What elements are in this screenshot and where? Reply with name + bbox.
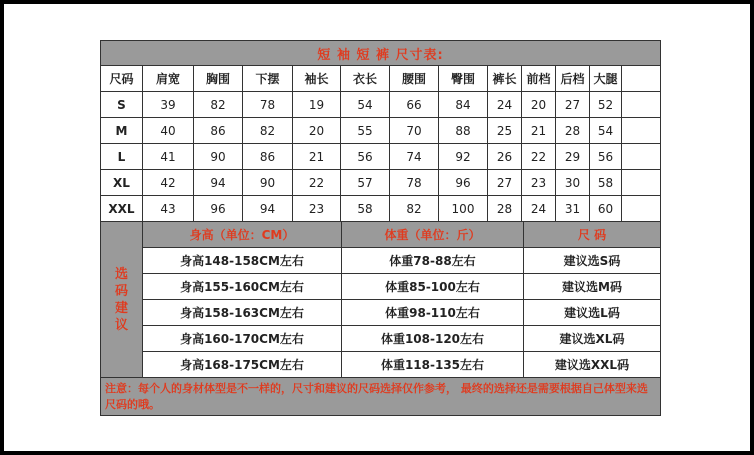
measure-cell: 54 <box>590 118 622 144</box>
measure-cell: 20 <box>522 92 556 118</box>
header-cell: 肩宽 <box>143 66 194 92</box>
measure-cell: 82 <box>390 196 439 222</box>
measure-cell: 26 <box>488 144 522 170</box>
measure-cell: 23 <box>293 196 341 222</box>
measure-cell: 84 <box>439 92 488 118</box>
rec-size: 建议选S码 <box>524 248 661 274</box>
rec-size: 建议选XL码 <box>524 326 661 352</box>
measure-cell <box>622 144 661 170</box>
measure-cell: 52 <box>590 92 622 118</box>
table-row <box>101 196 661 222</box>
measure-cell: 30 <box>556 170 590 196</box>
measure-cell: 25 <box>488 118 522 144</box>
measure-cell: 20 <box>293 118 341 144</box>
rec-size: 建议选XXL码 <box>524 352 661 378</box>
measure-cell <box>622 196 661 222</box>
measure-cell: 82 <box>194 92 243 118</box>
measure-cell: 90 <box>194 144 243 170</box>
header-row <box>101 66 661 92</box>
measure-cell <box>622 170 661 196</box>
measure-cell: 88 <box>439 118 488 144</box>
measure-cell: 24 <box>522 196 556 222</box>
measure-cell: 41 <box>143 144 194 170</box>
rec-height: 身高158-163CM左右 <box>143 300 342 326</box>
measure-cell: 90 <box>243 170 293 196</box>
page-canvas <box>4 4 750 451</box>
measure-cell: 82 <box>243 118 293 144</box>
size-label: M <box>101 118 143 144</box>
header-cell: 腰围 <box>390 66 439 92</box>
rec-height: 身高160-170CM左右 <box>143 326 342 352</box>
rec-height: 身高168-175CM左右 <box>143 352 342 378</box>
rec-size: 建议选L码 <box>524 300 661 326</box>
measure-cell: 40 <box>143 118 194 144</box>
table-row <box>101 118 661 144</box>
measure-cell: 29 <box>556 144 590 170</box>
note-text: 注意：每个人的身材体型是不一样的，尺寸和建议的尺码选择仅作参考， 最终的选择还是需要根据自己体型来选尺码的哦。 <box>101 378 661 416</box>
measure-cell: 96 <box>439 170 488 196</box>
measure-cell: 21 <box>293 144 341 170</box>
measure-cell <box>622 118 661 144</box>
recommend-table <box>100 221 661 416</box>
rec-height: 身高148-158CM左右 <box>143 248 342 274</box>
measure-cell: 58 <box>590 170 622 196</box>
chart-title: 短 袖 短 裤 尺寸表: <box>101 41 661 66</box>
header-cell <box>622 66 661 92</box>
measure-cell: 94 <box>243 196 293 222</box>
rec-height: 身高155-160CM左右 <box>143 274 342 300</box>
measure-cell: 55 <box>341 118 390 144</box>
size-chart <box>100 40 660 414</box>
size-label: XL <box>101 170 143 196</box>
rec-weight: 体重108-120左右 <box>342 326 524 352</box>
measure-cell: 27 <box>556 92 590 118</box>
measure-cell: 22 <box>293 170 341 196</box>
size-label: XXL <box>101 196 143 222</box>
rec-size: 建议选M码 <box>524 274 661 300</box>
header-cell: 胸围 <box>194 66 243 92</box>
rec-header-height: 身高（单位：CM） <box>143 222 342 248</box>
header-cell: 前档 <box>522 66 556 92</box>
measure-cell: 74 <box>390 144 439 170</box>
measure-cell: 27 <box>488 170 522 196</box>
measure-cell: 21 <box>522 118 556 144</box>
measure-cell: 28 <box>556 118 590 144</box>
size-rows <box>101 92 661 222</box>
measure-cell: 54 <box>341 92 390 118</box>
measure-cell: 57 <box>341 170 390 196</box>
measure-cell: 39 <box>143 92 194 118</box>
rec-weight: 体重98-110左右 <box>342 300 524 326</box>
header-cell: 大腿 <box>590 66 622 92</box>
measure-cell: 92 <box>439 144 488 170</box>
size-label: S <box>101 92 143 118</box>
measure-cell: 60 <box>590 196 622 222</box>
side-label-text: 选码建议 <box>114 266 128 333</box>
measure-cell: 86 <box>243 144 293 170</box>
table-row <box>101 92 661 118</box>
measure-cell: 96 <box>194 196 243 222</box>
measure-cell: 23 <box>522 170 556 196</box>
measure-cell: 22 <box>522 144 556 170</box>
header-cell: 袖长 <box>293 66 341 92</box>
rec-header-weight: 体重（单位：斤） <box>342 222 524 248</box>
rec-header-size: 尺 码 <box>524 222 661 248</box>
measure-cell: 56 <box>590 144 622 170</box>
header-cell: 衣长 <box>341 66 390 92</box>
measure-cell: 70 <box>390 118 439 144</box>
measure-cell: 58 <box>341 196 390 222</box>
header-cell: 下摆 <box>243 66 293 92</box>
measure-cell: 78 <box>390 170 439 196</box>
recommend-side-label <box>101 222 143 378</box>
rec-weight: 体重78-88左右 <box>342 248 524 274</box>
header-cell: 裤长 <box>488 66 522 92</box>
measure-cell: 56 <box>341 144 390 170</box>
table-row <box>101 144 661 170</box>
measure-cell <box>622 92 661 118</box>
measure-cell: 100 <box>439 196 488 222</box>
measure-cell: 24 <box>488 92 522 118</box>
measure-cell: 43 <box>143 196 194 222</box>
measure-cell: 78 <box>243 92 293 118</box>
measure-cell: 42 <box>143 170 194 196</box>
measure-cell: 94 <box>194 170 243 196</box>
rec-weight: 体重85-100左右 <box>342 274 524 300</box>
header-cell: 后档 <box>556 66 590 92</box>
size-table <box>100 40 661 222</box>
measure-cell: 86 <box>194 118 243 144</box>
measure-cell: 28 <box>488 196 522 222</box>
measure-cell: 19 <box>293 92 341 118</box>
size-label: L <box>101 144 143 170</box>
table-row <box>101 170 661 196</box>
header-cell: 尺码 <box>101 66 143 92</box>
header-cell: 臀围 <box>439 66 488 92</box>
measure-cell: 31 <box>556 196 590 222</box>
rec-weight: 体重118-135左右 <box>342 352 524 378</box>
measure-cell: 66 <box>390 92 439 118</box>
